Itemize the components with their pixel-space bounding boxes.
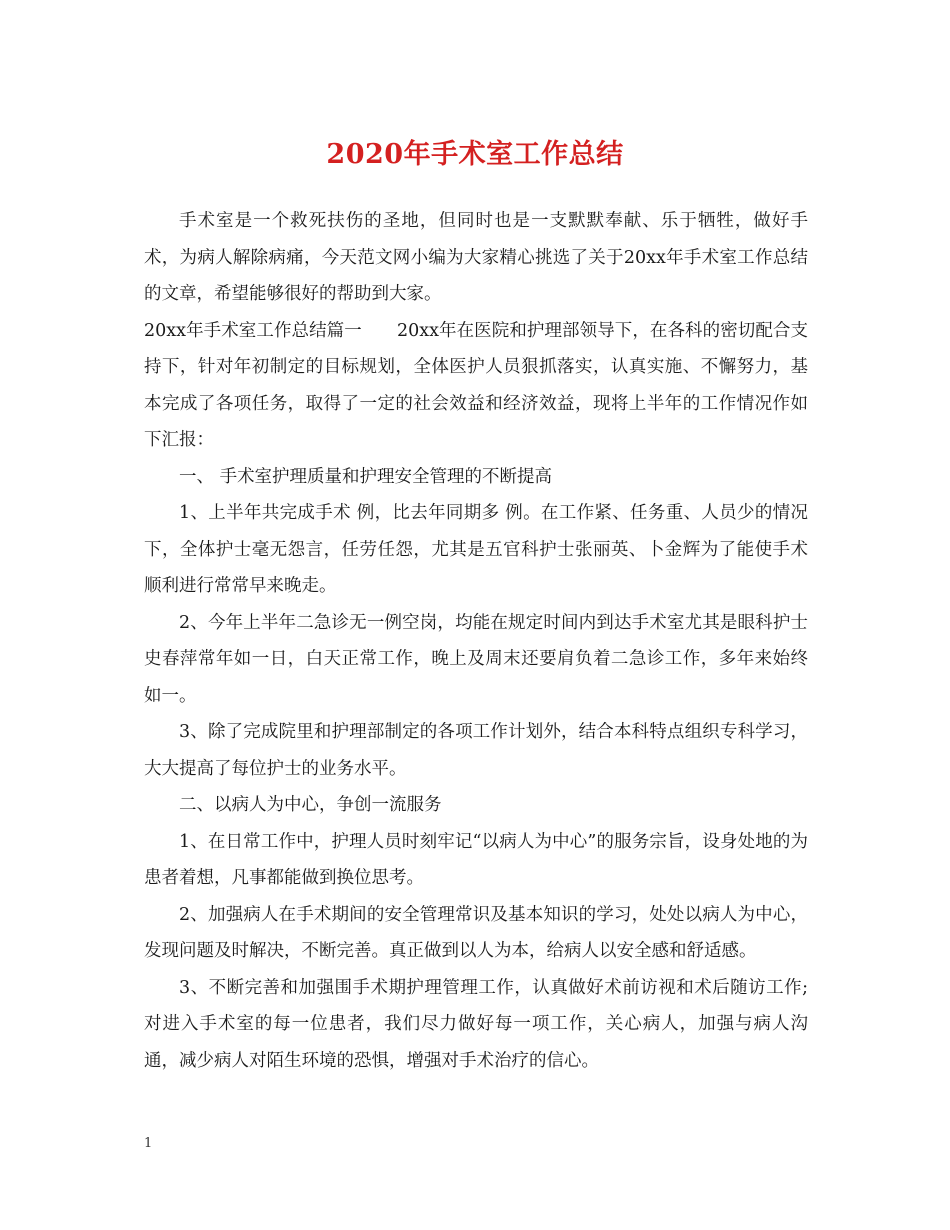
paragraph-item-1-1: 1、上半年共完成手术 例，比去年同期多 例。在工作紧、任务重、人员少的情况下，全体护士毫无怨言，任劳任怨，尤其是五官科护士张丽英、卜金辉为了能使手术顺利进行常常早来晚走。 — [144, 503, 808, 596]
paragraph-item-2-1: 1、在日常工作中，护理人员时刻牢记“以病人为中心”的服务宗旨，设身处地的为患者着想，凡事都能做到换位思考。 — [144, 831, 808, 888]
document-title: 2020年手术室工作总结 — [326, 139, 624, 170]
paragraph-item-1-3: 3、除了完成院里和护理部制定的各项工作计划外，结合本科特点组织专科学习，大大提高了每位护士的业务水平。 — [144, 722, 808, 779]
paragraph-item-2-3: 3、不断完善和加强围手术期护理管理工作，认真做好术前访视和术后随访工作;对进入手术室的每一位患者，我们尽力做好每一项工作，关心病人，加强与病人沟通，减少病人对陌生环境的恐惧，增强对手术治疗的信心。 — [144, 977, 808, 1071]
heading-section-1: 一、 手术室护理质量和护理安全管理的不断提高 — [179, 466, 553, 487]
document-body — [144, 203, 808, 1079]
paragraph-intro: 手术室是一个救死扶伤的圣地，但同时也是一支默默奉献、乐于牺牲，做好手术，为病人解除病痛，今天范文网小编为大家精心挑选了关于20xx年手术室工作总结的文章，希望能够很好的帮助到大家。 — [144, 211, 808, 304]
paragraph-item-1-2: 2、今年上半年二急诊无一例空岗，均能在规定时间内到达手术室尤其是眼科护士史春萍常年如一日，白天正常工作，晚上及周末还要肩负着二急诊工作，多年来始终如一。 — [144, 612, 808, 706]
paragraph-item-2-2: 2、加强病人在手术期间的安全管理常识及基本知识的学习，处处以病人为中心，发现问题及时解决，不断完善。真正做到以人为本，给病人以安全感和舒适感。 — [144, 904, 808, 961]
heading-section-2: 二、以病人为中心，争创一流服务 — [179, 795, 442, 815]
paragraph-section-lead: 20xx年手术室工作总结篇一 20xx年在医院和护理部领导下，在各科的密切配合支持下，针对年初制定的目标规划，全体医护人员狠抓落实，认真实施、不懈努力，基本完成了各项任务，取得了一定的社会效益和经济效益，现将上半年的工作情况作如下汇报： — [144, 320, 808, 450]
page-number: 1 — [144, 1136, 153, 1151]
